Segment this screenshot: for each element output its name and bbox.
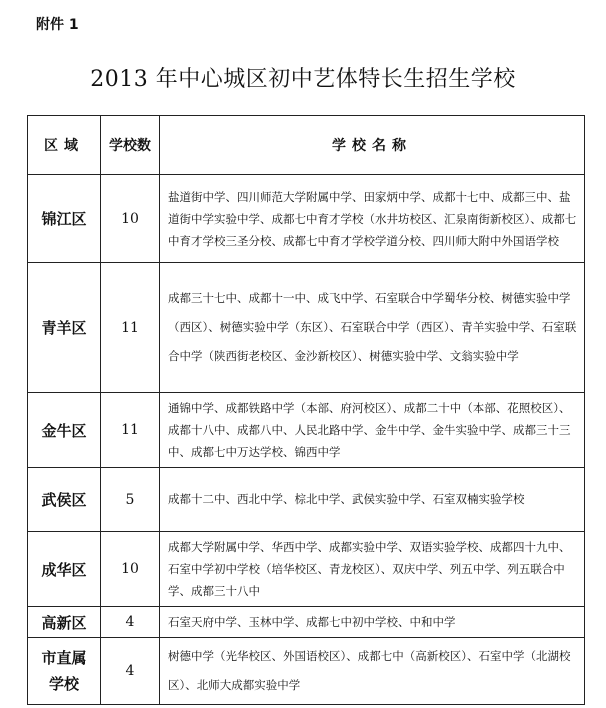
count-cell: 10 <box>101 532 160 607</box>
district-cell <box>28 638 101 705</box>
district-cell: 金牛区 <box>28 393 101 468</box>
header-names: 学校名称 <box>160 116 585 175</box>
schools-table <box>27 115 585 705</box>
district-cell: 高新区 <box>28 607 101 638</box>
district-cell: 武侯区 <box>28 468 101 532</box>
names-cell: 成都三十七中、成都十一中、成飞中学、石室联合中学蜀华分校、树德实验中学（西区）、树德实验中学（东区）、石室联合中学（西区）、青羊实验中学、石室联合中学（陕西街老校区、金沙新校区）、树德实验中学、文翁实验中学 <box>160 263 585 393</box>
names-cell: 盐道街中学、四川师范大学附属中学、田家炳中学、成都十七中、成都三中、盐道街中学实验中学、成都七中育才学校（水井坊校区、汇泉南街新校区）、成都七中育才学校三圣分校、成都七中育才学校学道分校、四川师大附中外国语学校 <box>160 175 585 263</box>
table-row <box>28 532 585 607</box>
table-row <box>28 638 585 705</box>
count-cell: 4 <box>101 607 160 638</box>
district-cell: 青羊区 <box>28 263 101 393</box>
count-cell: 5 <box>101 468 160 532</box>
header-count: 学校数 <box>101 116 160 175</box>
names-cell: 石室天府中学、玉林中学、成都七中初中学校、中和中学 <box>160 607 585 638</box>
district-cell: 锦江区 <box>28 175 101 263</box>
table-row <box>28 468 585 532</box>
document-title: 2013 年中心城区初中艺体特长生招生学校 <box>90 67 516 92</box>
count-cell: 11 <box>101 393 160 468</box>
count-cell: 4 <box>101 638 160 705</box>
table-row <box>28 263 585 393</box>
table-row <box>28 393 585 468</box>
names-cell: 通锦中学、成都铁路中学（本部、府河校区）、成都二十中（本部、花照校区）、成都十八中、成都八中、人民北路中学、金牛中学、金牛实验中学、成都三十三中、成都七中万达学校、锦西中学 <box>160 393 585 468</box>
header-district: 区域 <box>28 116 101 175</box>
count-cell: 10 <box>101 175 160 263</box>
district-line-2: 学校 <box>48 675 79 693</box>
table-row <box>28 607 585 638</box>
names-cell: 树德中学（光华校区、外国语校区）、成都七中（高新校区）、石室中学（北湖校区）、北师大成都实验中学 <box>160 638 585 705</box>
district-line-1: 市直属 <box>41 649 87 667</box>
table-row <box>28 175 585 263</box>
names-cell: 成都大学附属中学、华西中学、成都实验中学、双语实验学校、成都四十九中、石室中学初中学校（培华校区、青龙校区）、双庆中学、列五中学、列五联合中学、成都三十八中 <box>160 532 585 607</box>
count-cell: 11 <box>101 263 160 393</box>
table-header-row <box>28 116 585 175</box>
district-cell: 成华区 <box>28 532 101 607</box>
attachment-label: 附件 1 <box>36 17 79 33</box>
names-cell: 成都十二中、西北中学、棕北中学、武侯实验中学、石室双楠实验学校 <box>160 468 585 532</box>
